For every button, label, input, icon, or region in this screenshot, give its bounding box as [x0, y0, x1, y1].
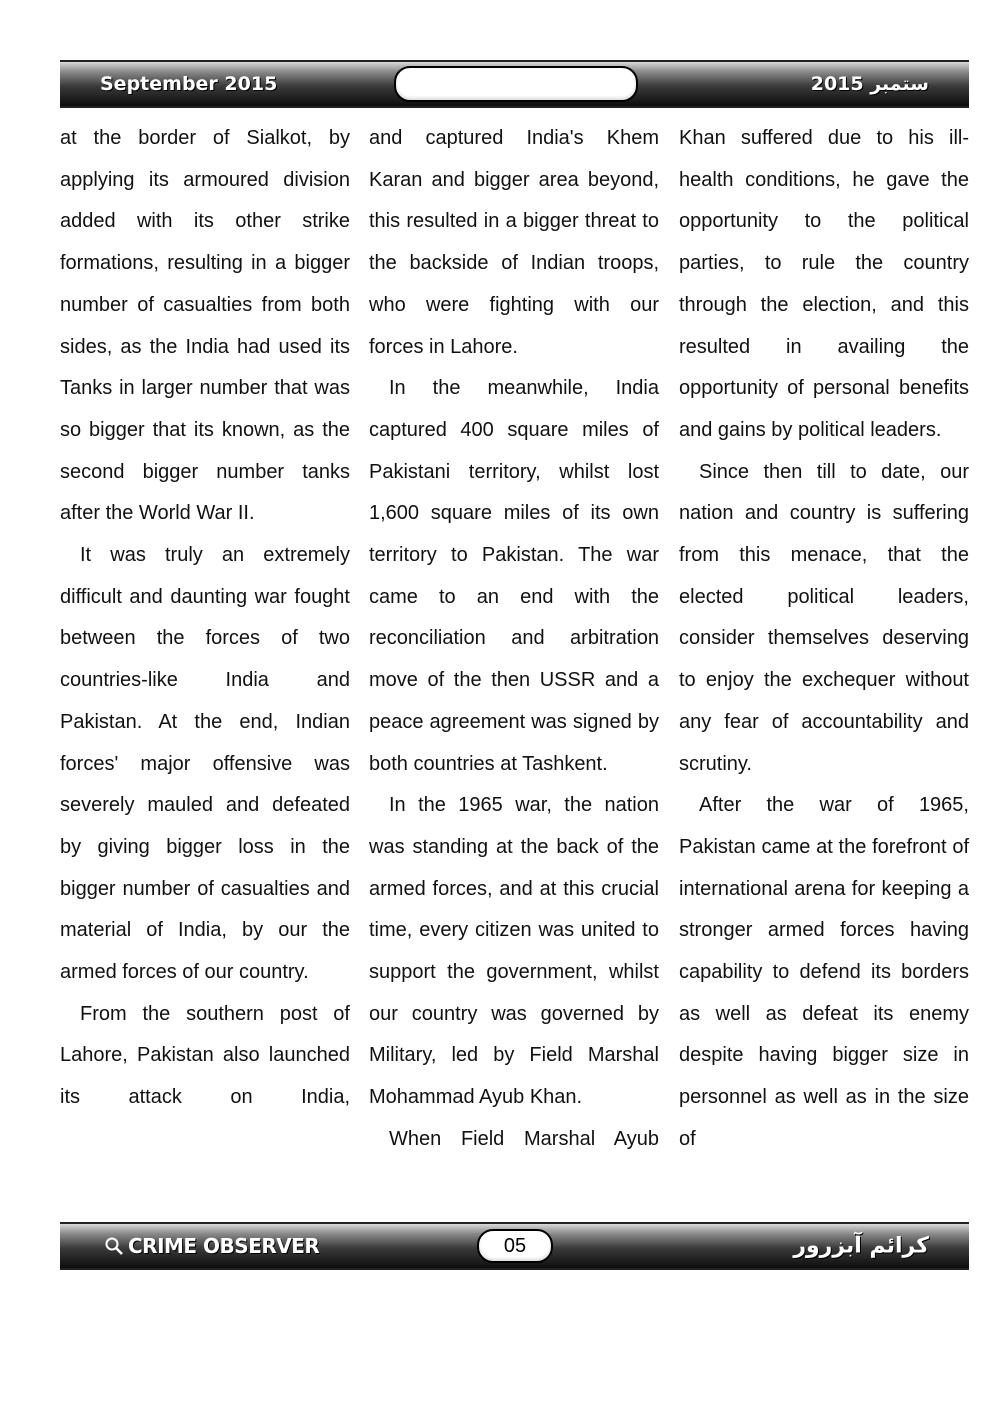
article-column-2: [369, 118, 659, 1161]
paragraph: Since then till to date, our nation and country is suffering from this menace, that the elected political leaders, consider themselves deserving to enjoy the exchequer without any fear of accountability and scrutiny.: [679, 460, 969, 775]
header-date-urdu: 2015 ستمبر: [810, 73, 929, 95]
article-column-1: [60, 118, 350, 1119]
header-date-english: September 2015: [100, 73, 278, 95]
page-number: 05: [477, 1229, 553, 1263]
urdu-logo: کرائم آبزرور: [793, 1233, 929, 1259]
header-bar: [60, 60, 969, 108]
paragraph: From the southern post of Lahore, Pakistan also launched its attack on India,: [60, 1002, 350, 1109]
crime-observer-logo: [104, 1234, 319, 1258]
paragraph: In the meanwhile, India captured 400 square miles of Pakistani territory, whilst lost 1,600 square miles of its own territory to Pakistan. The war came to an end with the reconciliation and arbitration move of the then USSR and a peace agreement was signed by both countries at Tashkent.: [369, 377, 659, 775]
article-column-3: [679, 118, 969, 1161]
paragraph: When Field Marshal Ayub: [389, 1127, 659, 1150]
footer-bar: [60, 1222, 969, 1270]
paragraph: After the war of 1965, Pakistan came at the forefront of international arena for keeping a stronger armed forces having capability to defend its borders as well as defeat its enemy despite having bigger size in personnel as well as in the size of: [679, 794, 969, 1150]
paragraph: It was truly an extremely difficult and daunting war fought between the forces of two countries-like India and Pakistan. At the end, Indian forces' major offensive was severely mauled and defeated by giving bigger loss in the bigger number of casualties and material of India, by our the armed forces of our country.: [60, 544, 350, 984]
paragraph: In the 1965 war, the nation was standing at the back of the armed forces, and at this crucial time, every citizen was united to support the government, whilst our country was governed by Military, led by Field Marshal Mohammad Ayub Khan.: [369, 794, 659, 1109]
logo-text: CRIME OBSERVER: [128, 1234, 320, 1258]
header-title-pill: [394, 66, 638, 102]
paragraph: and captured India's Khem Karan and bigger area beyond, this resulted in a bigger threat to the backside of Indian troops, who were fighting with our forces in Lahore.: [369, 127, 659, 358]
paragraph: Khan suffered due to his ill-health conditions, he gave the opportunity to the political parties, to rule the country through the election, and this resulted in availing the opportunity of personal benefits and gains by political leaders.: [679, 127, 969, 441]
paragraph: at the border of Sialkot, by applying its armoured division added with its other strike formations, resulting in a bigger number of casualties from both sides, as the India had used its Tanks in larger number that was so bigger that its known, as the second bigger number tanks after the World War II.: [60, 127, 350, 525]
magnifier-icon: [104, 1236, 124, 1256]
